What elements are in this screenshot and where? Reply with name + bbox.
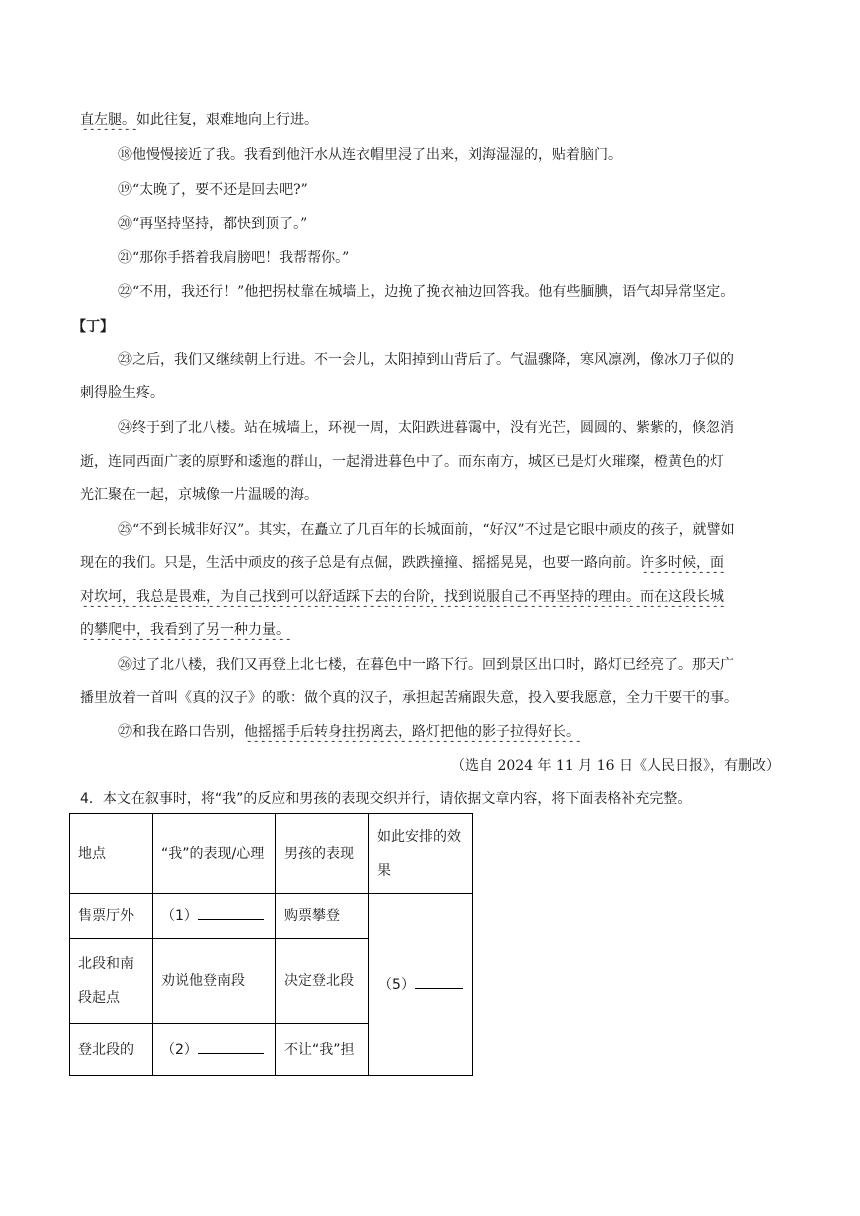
paragraph-21: ㉑“那你手搭着我肩膀吧！我帮帮你。”	[118, 250, 350, 266]
header-boy: 男孩的表现	[276, 814, 369, 894]
question-4: 4．本文在叙事时，将“我”的反应和男孩的表现交织并行，请依据文章内容，将下面表格补充完整。	[80, 791, 692, 807]
underlined-text: 的攀爬中，我看到了另一种力量。	[80, 622, 290, 638]
paragraph-25-line-1: ㉕“不到长城非好汉”。其实，在矗立了几百年的长城面前，“好汉”不过是它眼中顽皮的孩子，就譬如	[118, 522, 735, 538]
blank-label: （2）	[161, 1041, 198, 1058]
table-header-row	[70, 814, 473, 894]
paragraph-25-line-4	[80, 620, 785, 640]
underlined-text: 他摇摇手后转身拄拐离去，路灯把他的影子拉得好长。	[244, 724, 580, 740]
answer-blank-2[interactable]	[198, 1039, 264, 1054]
paragraph-25-line-2	[80, 553, 785, 573]
text-span: ㉗和我在路口告别，	[118, 724, 244, 740]
paragraph-24-line-1: ㉔终于到了北八楼。站在城墙上，环视一周，太阳跌进暮霭中，没有光芒，圆圆的、紫紫的，倏忽消	[118, 420, 734, 436]
answer-blank-1[interactable]	[198, 905, 264, 920]
blank-label: （1）	[161, 908, 198, 924]
underlined-text: 直左腿。	[80, 112, 136, 128]
paragraph-18: ⑱他慢慢接近了我。我看到他汗水从连衣帽里浸了出来，刘海湿湿的，贴着脑门。	[118, 147, 622, 163]
text-span: 如此往复，艰难地向上行进。	[136, 112, 318, 128]
cell-boy: 购票攀登	[276, 894, 369, 939]
paragraph-26-line-1: ㉖过了北八楼，我们又再登上北七楼，在暮色中一路下行。回到景区出口时，路灯已经亮了。那天广	[118, 657, 734, 673]
header-effect: 如此安排的效果	[369, 814, 473, 894]
paragraph-27	[118, 722, 785, 742]
answer-table	[69, 813, 473, 1076]
header-place: 地点	[70, 814, 153, 894]
text-span: 现在的我们。只是，生活中顽皮的孩子总是有点倔，跌跌撞撞、摇摇晃晃，也要一路向前。	[80, 555, 640, 571]
underlined-text: 对坎坷，我总是畏难，为自己找到可以舒适踩下去的台阶，找到说服自己不再坚持的理由。而在这段长城	[80, 589, 724, 605]
table-row	[70, 894, 473, 939]
paragraph-22: ㉒“不用，我还行！”他把拐杖靠在城墙上，边挽了挽衣袖边回答我。他有些腼腆，语气却异常坚定。	[118, 284, 735, 300]
blank-label: （5）	[378, 976, 415, 993]
answer-blank-5[interactable]	[415, 974, 463, 989]
cell-me[interactable]	[153, 1024, 276, 1076]
paragraph-25-line-3	[80, 587, 785, 607]
paragraph-23-line-1: ㉓之后，我们又继续朝上行进。不一会儿，太阳掉到山背后了。气温骤降，寒风凛冽，像冰刀子似的	[118, 352, 734, 368]
cell-place: 登北段的	[70, 1024, 153, 1076]
paragraph-24-line-3: 光汇聚在一起，京城像一片温暖的海。	[80, 487, 318, 503]
paragraph-19: ⑲“太晚了，要不还是回去吧?”	[118, 182, 308, 198]
paragraph-17-tail	[80, 110, 785, 130]
cell-effect[interactable]	[369, 894, 473, 1076]
cell-place: 售票厅外	[70, 894, 153, 939]
cell-me[interactable]	[153, 894, 276, 939]
article-source: （选自 2024 年 11 月 16 日《人民日报》，有删改）	[451, 758, 780, 774]
header-me: “我”的表现/心理	[153, 814, 276, 894]
cell-place: 北段和南段起点	[70, 939, 153, 1024]
paragraph-26-line-2: 播里放着一首叫《真的汉子》的歌：做个真的汉子，承担起苦痛跟失意，投入要我愿意，全力干要干的事。	[80, 690, 738, 706]
paragraph-23-line-2: 刺得脸生疼。	[80, 385, 164, 401]
section-heading-ding: 【丁】	[72, 319, 114, 335]
cell-me: 劝说他登南段	[153, 939, 276, 1024]
paragraph-24-line-2: 逝，连同西面广袤的原野和逶迤的群山，一起滑进暮色中了。而东南方，城区已是灯火璀璨，橙黄色的灯	[80, 454, 724, 470]
cell-boy: 不让“我”担	[276, 1024, 369, 1076]
paragraph-20: ⑳“再坚持坚持，都快到顶了。”	[118, 216, 308, 232]
underlined-text: 许多时候，面	[640, 555, 724, 571]
cell-boy: 决定登北段	[276, 939, 369, 1024]
